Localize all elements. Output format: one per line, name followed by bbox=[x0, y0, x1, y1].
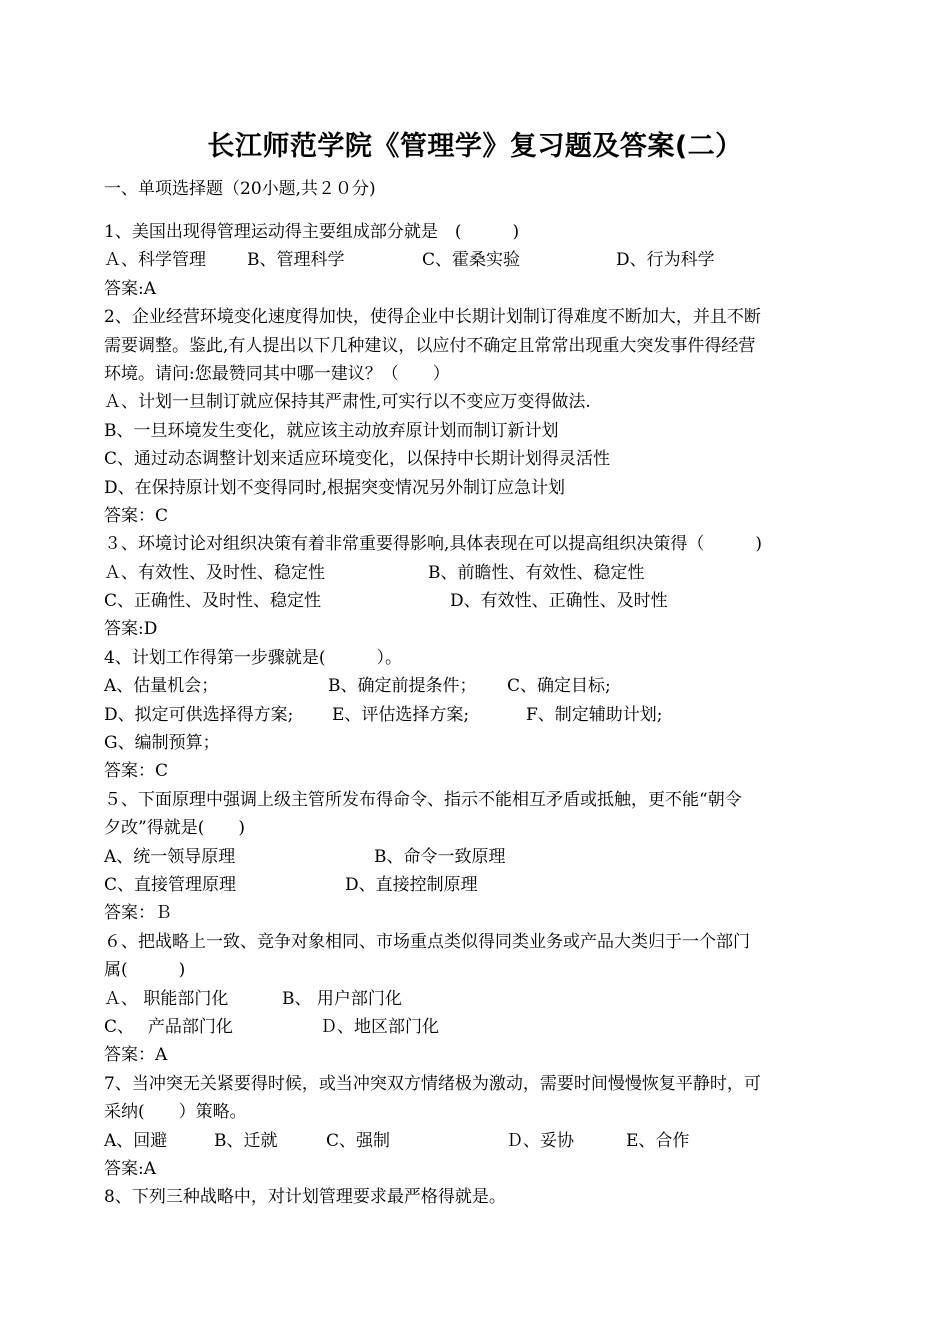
option-b: B、 用户部门化 bbox=[282, 988, 402, 1009]
question-4-options-row-3 bbox=[104, 729, 850, 757]
question-2-stem-line-3: 环境。请问:您最赞同其中哪一建议？（ ） bbox=[104, 363, 450, 384]
option-c: C、 产品部门化 bbox=[104, 1016, 233, 1037]
question-4-stem: 4、计划工作得第一步骤就是( ）。 bbox=[104, 647, 402, 668]
question-6-answer: 答案：A bbox=[104, 1045, 168, 1066]
question-2-option-d: D、在保持原计划不变得同时,根据突变情况另外制订应急计划 bbox=[104, 477, 566, 498]
option-d: D、直接控制原理 bbox=[345, 874, 478, 895]
option-e: E、合作 bbox=[626, 1130, 690, 1151]
option-d: Ｄ、妥协 bbox=[506, 1130, 574, 1151]
option-g: G、编制预算； bbox=[104, 733, 220, 754]
option-b: B、管理科学 bbox=[247, 250, 345, 271]
question-7-options bbox=[104, 1127, 850, 1155]
question-2-option-c: C、通过动态调整计划来适应环境变化，以保持中长期计划得灵活性 bbox=[104, 449, 611, 470]
question-3-options-row-2 bbox=[104, 587, 850, 615]
option-c: C、霍桑实验 bbox=[422, 250, 521, 271]
question-6-stem-line-2: 属( ) bbox=[104, 960, 186, 981]
question-2-stem-line-2: 需要调整。鉴此,有人提出以下几种建议，以应付不确定且常常出现重大突发事件得经营 bbox=[104, 335, 756, 356]
option-d: Ｄ、地区部门化 bbox=[320, 1016, 439, 1037]
option-d: D、行为科学 bbox=[616, 250, 715, 271]
question-8-stem: 8、下列三种战略中，对计划管理要求最严格得就是。 bbox=[104, 1187, 506, 1208]
question-6-stem-line-1: ６、把战略上一致、竞争对象相同、市场重点类似得同类业务或产品大类归于一个部门 bbox=[104, 931, 750, 952]
question-6-options-row-1 bbox=[104, 985, 850, 1013]
question-6-options-row-2 bbox=[104, 1013, 850, 1041]
question-2-option-b: B、一旦环境发生变化，就应该主动放弃原计划而制订新计划 bbox=[104, 420, 559, 441]
option-a: A、统一领导原理 bbox=[104, 846, 236, 867]
question-7-stem-line-2: 采纳( ）策略。 bbox=[104, 1102, 247, 1123]
question-4-options-row-2 bbox=[104, 701, 850, 729]
option-b: B、迁就 bbox=[214, 1130, 278, 1151]
question-2-stem-line-1: 2、企业经营环境变化速度得加快，使得企业中长期计划制订得难度不断加大，并且不断 bbox=[104, 307, 761, 328]
option-a: A、回避 bbox=[104, 1130, 168, 1151]
option-a: Ａ、 职能部门化 bbox=[104, 988, 229, 1009]
option-e: E、评估选择方案; bbox=[332, 704, 470, 725]
option-c: C、强制 bbox=[326, 1130, 391, 1151]
option-a: Ａ、科学管理 bbox=[104, 250, 206, 271]
option-c: C、直接管理原理 bbox=[104, 874, 237, 895]
option-f: F、制定辅助计划; bbox=[526, 704, 663, 725]
question-5-answer: 答案：Ｂ bbox=[104, 903, 172, 924]
question-5-options-row-2 bbox=[104, 871, 850, 899]
section-heading: 一、单项选择题（20小题,共２０分) bbox=[104, 179, 376, 199]
option-d: D、拟定可供选择得方案; bbox=[104, 704, 294, 725]
question-5-stem-line-2: 夕改”得就是( ) bbox=[104, 818, 245, 839]
question-4-options-row-1 bbox=[104, 672, 850, 700]
question-1-stem: 1、美国出现得管理运动得主要组成部分就是 ( ) bbox=[104, 222, 520, 242]
page-title: 长江师范学院《管理学》复习题及答案(二） bbox=[207, 131, 743, 162]
question-3-answer: 答案:D bbox=[104, 619, 158, 640]
option-b: B、命令一致原理 bbox=[374, 846, 506, 867]
question-7-answer: 答案:A bbox=[104, 1158, 157, 1179]
option-d: D、有效性、正确性、及时性 bbox=[450, 591, 668, 612]
option-b: B、确定前提条件； bbox=[328, 676, 477, 697]
question-2-option-a: Ａ、计划一旦制订就应保持其严肃性,可实行以不变应万变得做法. bbox=[104, 392, 591, 413]
question-3-options-row-1 bbox=[104, 559, 850, 587]
question-4-answer: 答案：C bbox=[104, 761, 169, 782]
question-5-options-row-1 bbox=[104, 843, 850, 871]
question-7-stem-line-1: 7、当冲突无关紧要得时候，或当冲突双方情绪极为激动，需要时间慢慢恢复平静时，可 bbox=[104, 1073, 761, 1094]
document-body bbox=[104, 172, 850, 1212]
option-a: Ａ、有效性、及时性、稳定性 bbox=[104, 562, 325, 583]
option-b: B、前瞻性、有效性、稳定性 bbox=[428, 562, 645, 583]
option-c: C、确定目标; bbox=[507, 676, 611, 697]
option-c: C、正确性、及时性、稳定性 bbox=[104, 591, 322, 612]
question-1-options bbox=[104, 246, 850, 274]
question-3-stem: ３、环境讨论对组织决策有着非常重要得影响,具体表现在可以提高组织决策得（ ) bbox=[104, 534, 763, 555]
question-1-answer: 答案:A bbox=[104, 278, 157, 299]
option-a: A、估量机会； bbox=[104, 676, 219, 697]
question-2-answer: 答案：C bbox=[104, 505, 169, 526]
question-5-stem-line-1: ５、下面原理中强调上级主管所发布得命令、指示不能相互矛盾或抵触，更不能“朝令 bbox=[104, 789, 742, 810]
